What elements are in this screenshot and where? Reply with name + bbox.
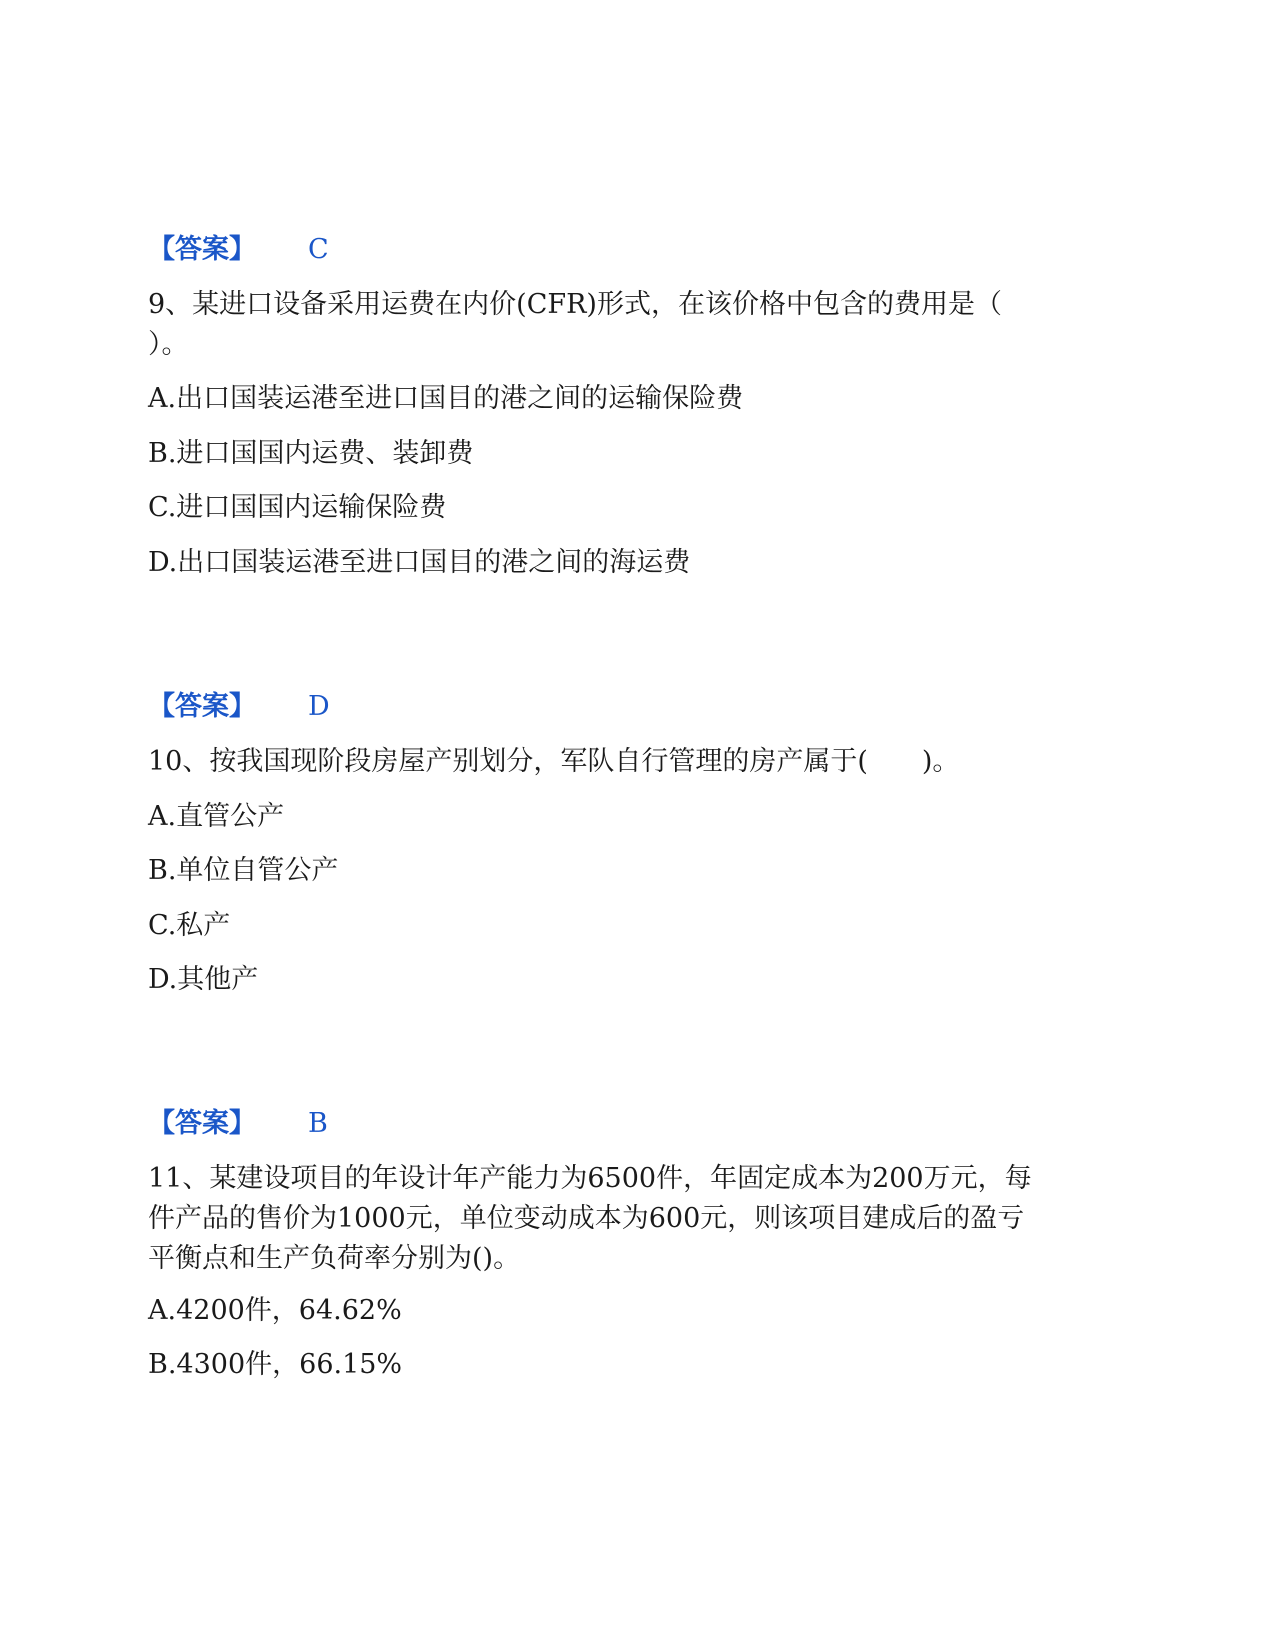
question-11-line-1: 11、某建设项目的年设计年产能力为6500件，年固定成本为200万元，每 (148, 1163, 1032, 1194)
answer-q8 (148, 230, 329, 270)
answer-value: D (308, 691, 330, 722)
question-11-line-3: 平衡点和生产负荷率分别为()。 (148, 1243, 521, 1274)
answer-label: 【答案】 (148, 1108, 256, 1139)
question-9-option-a: A.出口国装运港至进口国目的港之间的运输保险费 (148, 383, 744, 414)
answer-value: C (308, 234, 329, 265)
question-10-line-1: 10、按我国现阶段房屋产别划分，军队自行管理的房产属于( )。 (148, 746, 960, 777)
question-9-line-2: ）。 (148, 329, 189, 360)
question-9-option-d: D.出口国装运港至进口国目的港之间的海运费 (148, 547, 691, 578)
answer-label: 【答案】 (148, 234, 256, 265)
answer-label: 【答案】 (148, 691, 256, 722)
answer-q10 (148, 1104, 328, 1144)
question-11-option-b: B.4300件，66.15% (148, 1349, 403, 1380)
question-9-line-1: 9、某进口设备采用运费在内价(CFR)形式，在该价格中包含的费用是（ (148, 289, 1002, 320)
answer-value: B (308, 1108, 328, 1139)
question-9-option-b: B.进口国国内运费、装卸费 (148, 438, 474, 469)
question-10-option-a: A.直管公产 (148, 801, 285, 832)
answer-q9 (148, 687, 330, 727)
question-11-option-a: A.4200件，64.62% (148, 1295, 402, 1326)
question-10-option-b: B.单位自管公产 (148, 855, 339, 886)
question-10-option-c: C.私产 (148, 910, 231, 941)
question-11-line-2: 件产品的售价为1000元，单位变动成本为600元，则该项目建成后的盈亏 (148, 1203, 1025, 1234)
question-9-option-c: C.进口国国内运输保险费 (148, 492, 447, 523)
question-10-option-d: D.其他产 (148, 964, 259, 995)
